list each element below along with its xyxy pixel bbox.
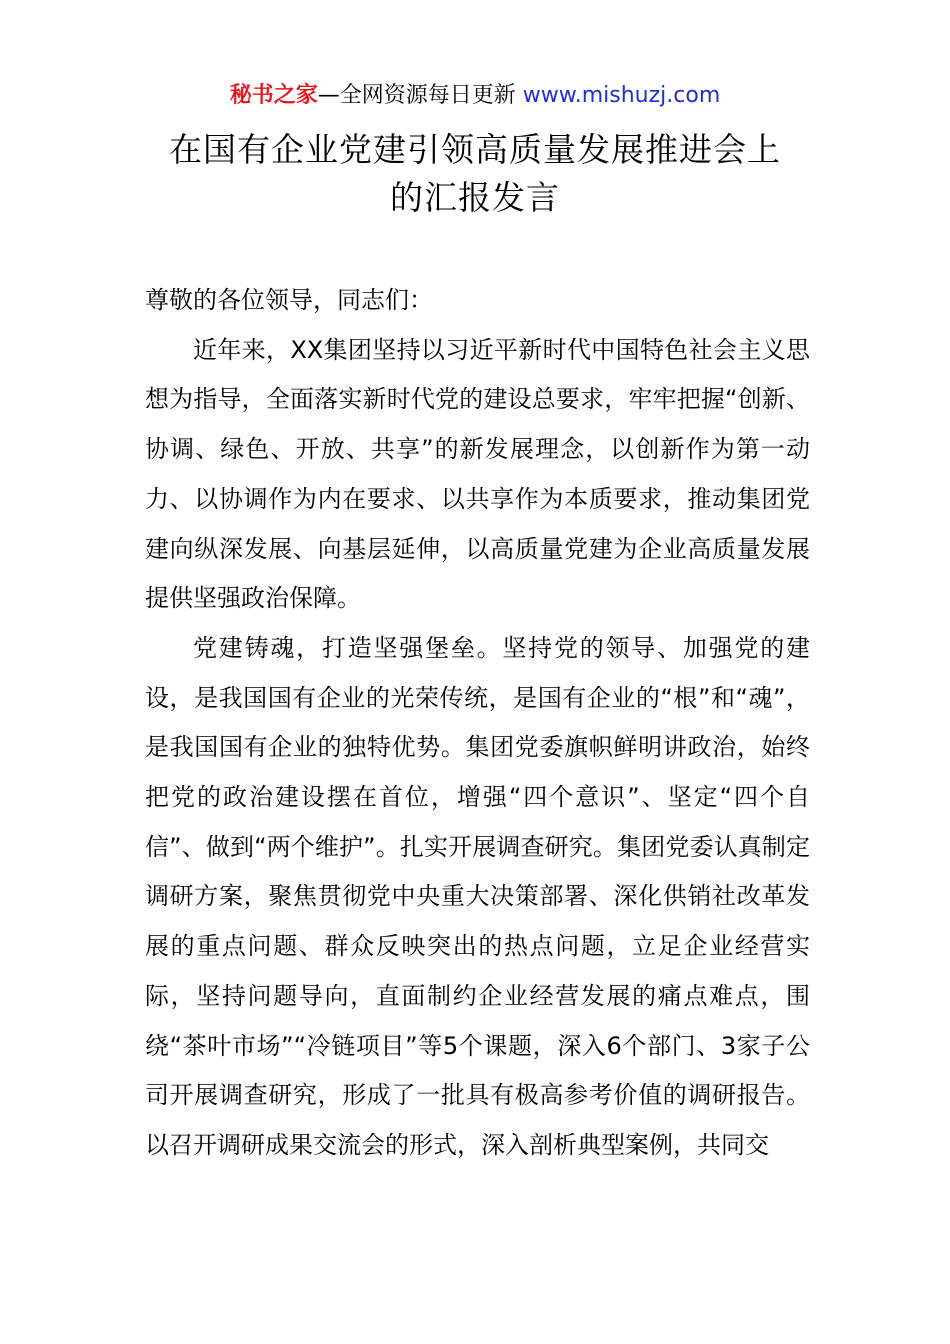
paragraph-2: 党建铸魂，打造坚强堡垒。坚持党的领导、加强党的建设，是我国国有企业的光荣传统，是国有企业的“根”和“魂”，是我国国有企业的独特优势。集团党委旗帜鲜明讲政治，始终把党的政治建设摆在首位，增强“四个意识”、坚定“四个自信”、做到“两个维护”。扎实开展调查研究。集团党委认真制定调研方案，聚焦贯彻党中央重大决策部署、深化供销社改革发展的重点问题、群众反映突出的热点问题，立足企业经营实际，坚持问题导向，直面制约企业经营发展的痛点难点，围绕“茶叶市场”“冷链项目”等5个课题，深入6个部门、3家子公司开展调查研究，形成了一批具有极高参考价值的调研报告。以召开调研成果交流会的形式，深入剖析典型案例，共同交 [145, 633, 810, 1159]
document-title [120, 126, 830, 222]
document-title-line-2: 的汇报发言 [390, 178, 560, 217]
paragraph-1: 近年来，XX集团坚持以习近平新时代中国特色社会主义思想为指导，全面落实新时代党的建设总要求，牢牢把握“创新、协调、绿色、开放、共享”的新发展理念，以创新作为第一动力、以协调作为内在要求、以共享作为本质要求，推动集团党建向纵深发展、向基层延伸，以高质量党建为企业高质量发展提供坚强政治保障。 [145, 335, 810, 613]
site-url: www.mishuzj.com [522, 83, 721, 108]
document-title-line-1: 在国有企业党建引领高质量发展推进会上 [169, 130, 781, 169]
site-header [0, 80, 950, 112]
site-tagline: —全网资源每日更新 [317, 83, 523, 108]
site-brand: 秘书之家 [229, 83, 318, 108]
salutation: 尊敬的各位领导，同志们： [145, 286, 433, 314]
document-body [145, 276, 810, 1171]
